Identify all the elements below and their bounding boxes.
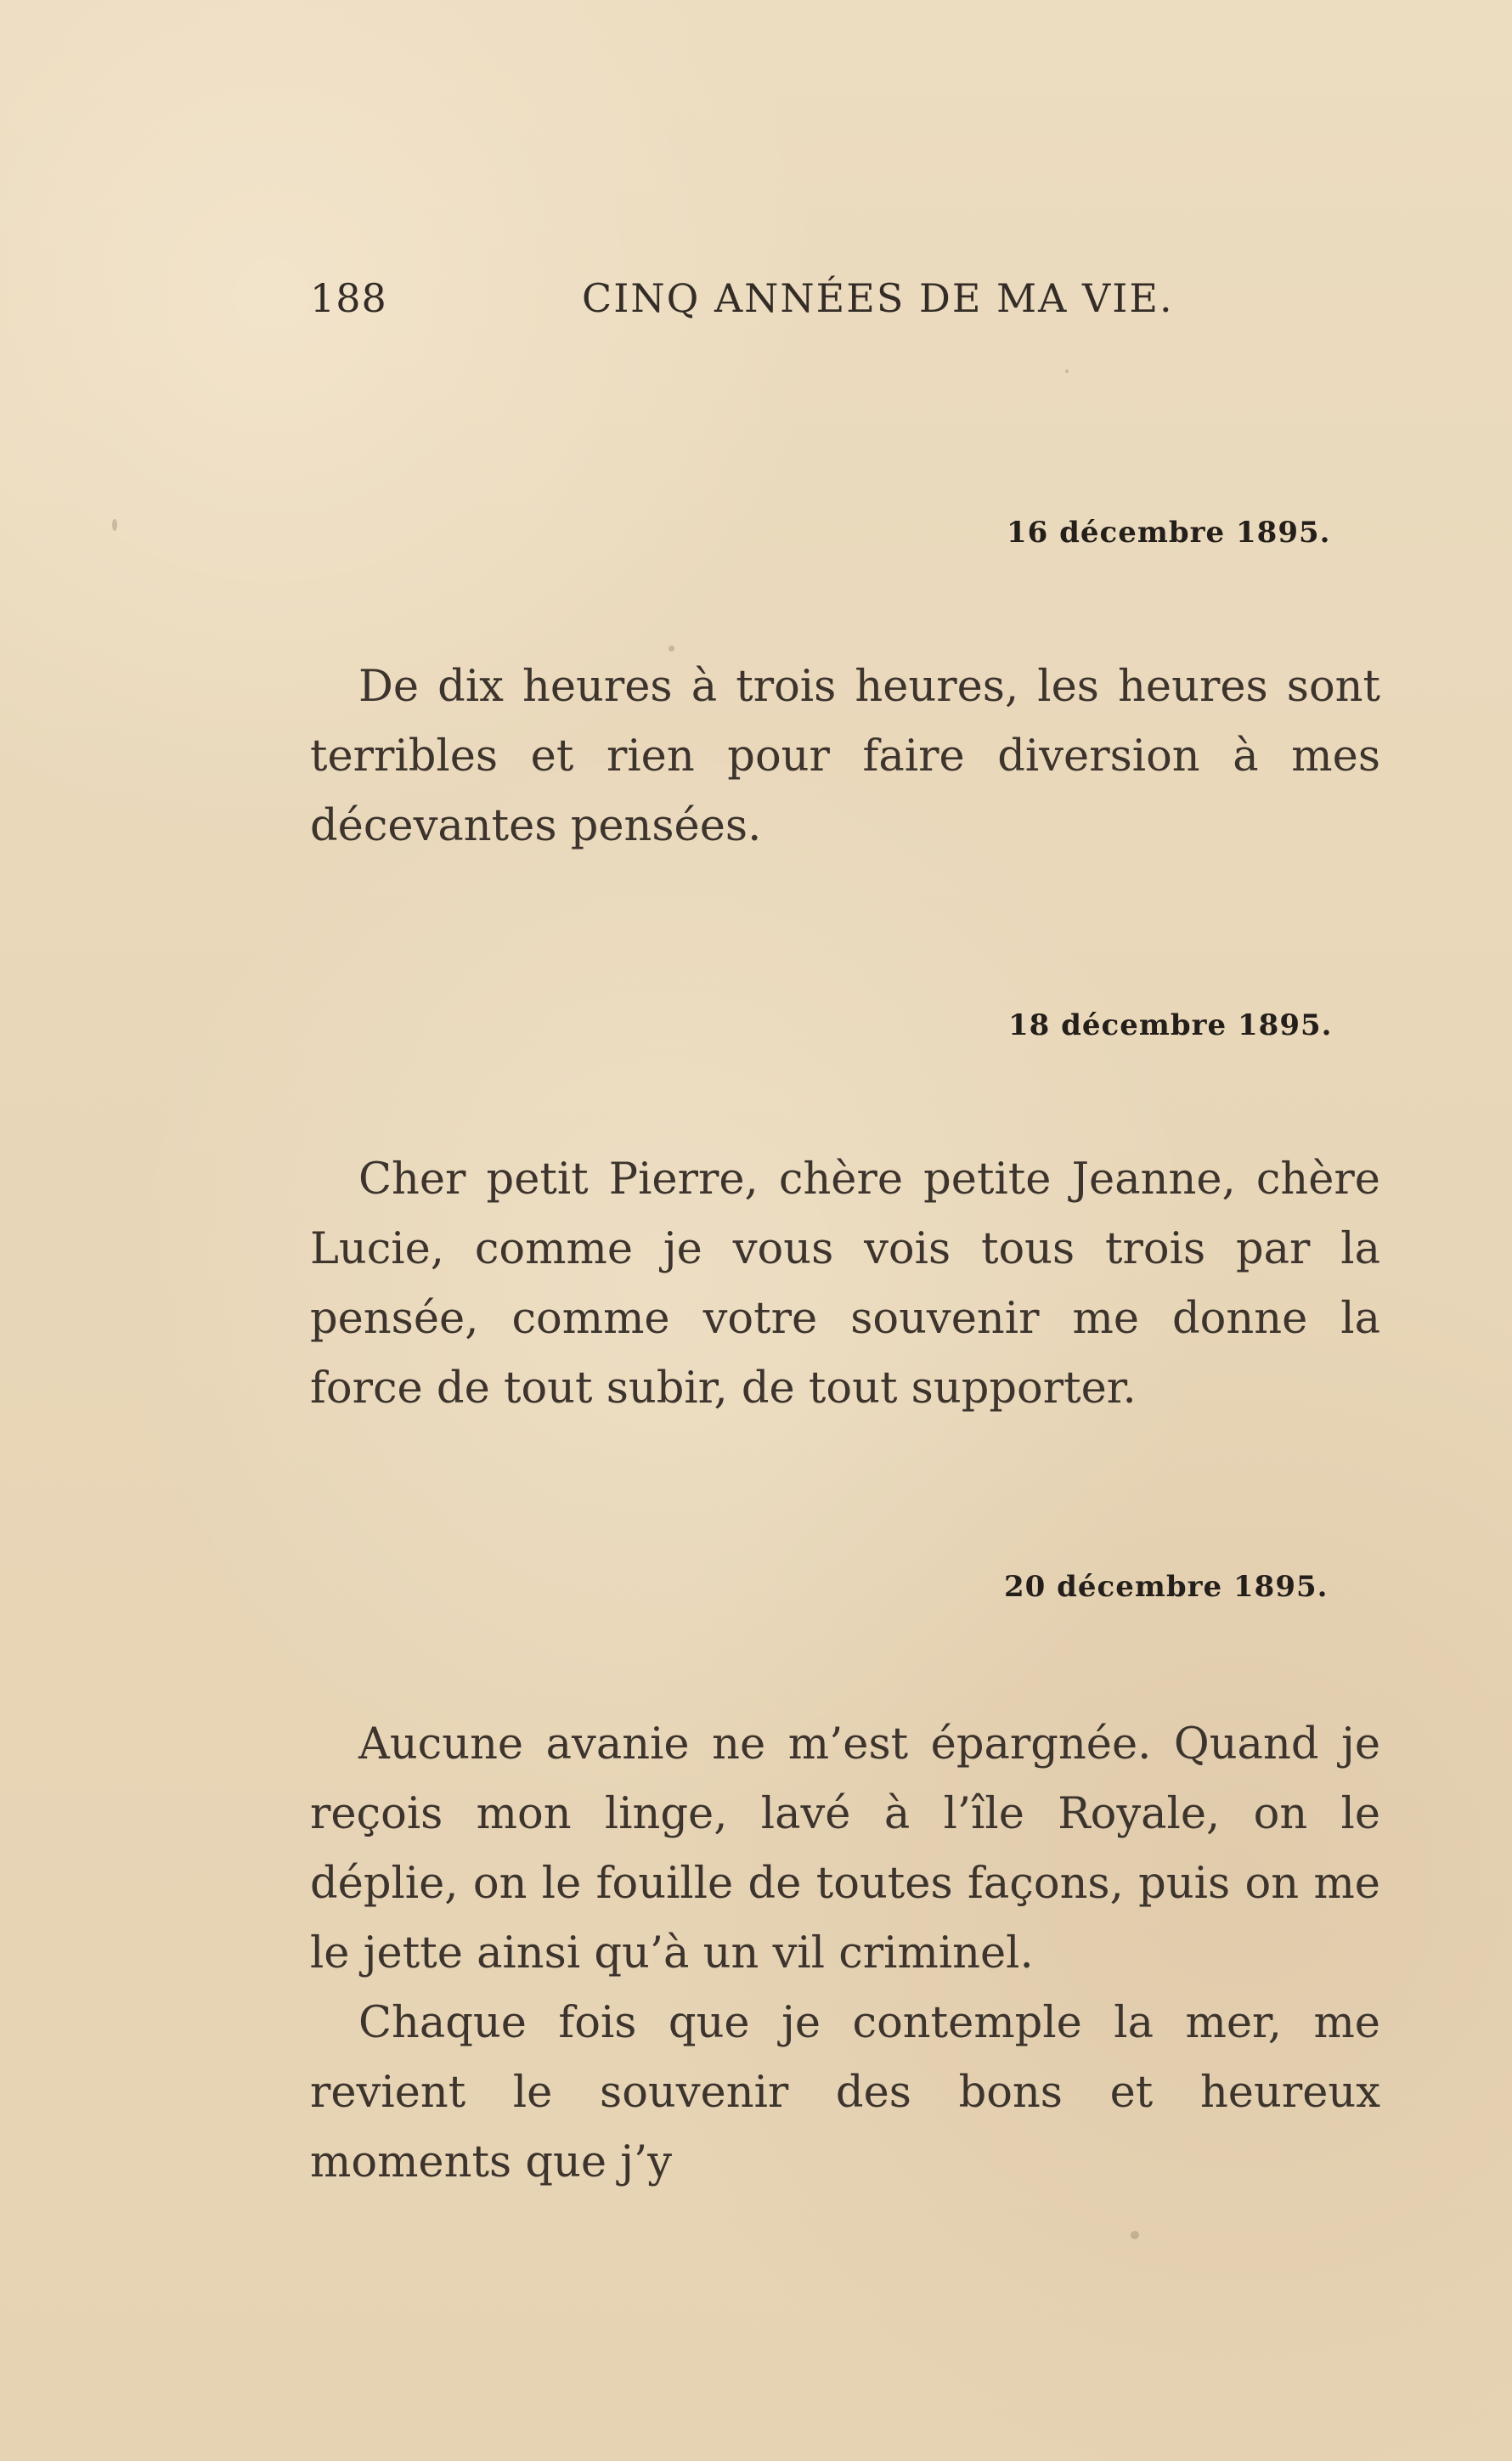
paper-speck	[112, 519, 117, 531]
entry-paragraph: Cher petit Pierre, chère petite Jeanne, chère Lucie, comme je vous vois tous trois par la pensée, comme votre souvenir me donne la force de tout subir, de tout supporter.	[310, 1154, 1380, 1414]
paper-speck	[1131, 2231, 1139, 2239]
entry-paragraph: Aucune avanie ne m’est épargnée. Quand je reçois mon linge, lavé à l’île Royale, on le déplie, on le fouille de toutes façons, puis on me le jette ainsi qu’à un vil criminel.	[310, 1719, 1380, 1978]
entry-paragraph: De dix heures à trois heures, les heures sont terribles et rien pour faire diversion à mes décevantes pensées.	[310, 662, 1380, 851]
page-number: 188	[310, 275, 387, 321]
entry-date: 16 décembre 1895.	[1007, 516, 1331, 550]
entry-date: 20 décembre 1895.	[1004, 1570, 1329, 1604]
page-header	[310, 275, 1181, 326]
entry-date: 18 décembre 1895.	[1008, 1008, 1333, 1042]
paper-speck	[669, 646, 674, 652]
running-title: CINQ ANNÉES DE MA VIE.	[582, 275, 1174, 321]
paper-speck	[1065, 370, 1069, 373]
entry-paragraph: Chaque fois que je contemple la mer, me revient le souvenir des bons et heureux moments que j’y	[310, 1998, 1380, 2187]
